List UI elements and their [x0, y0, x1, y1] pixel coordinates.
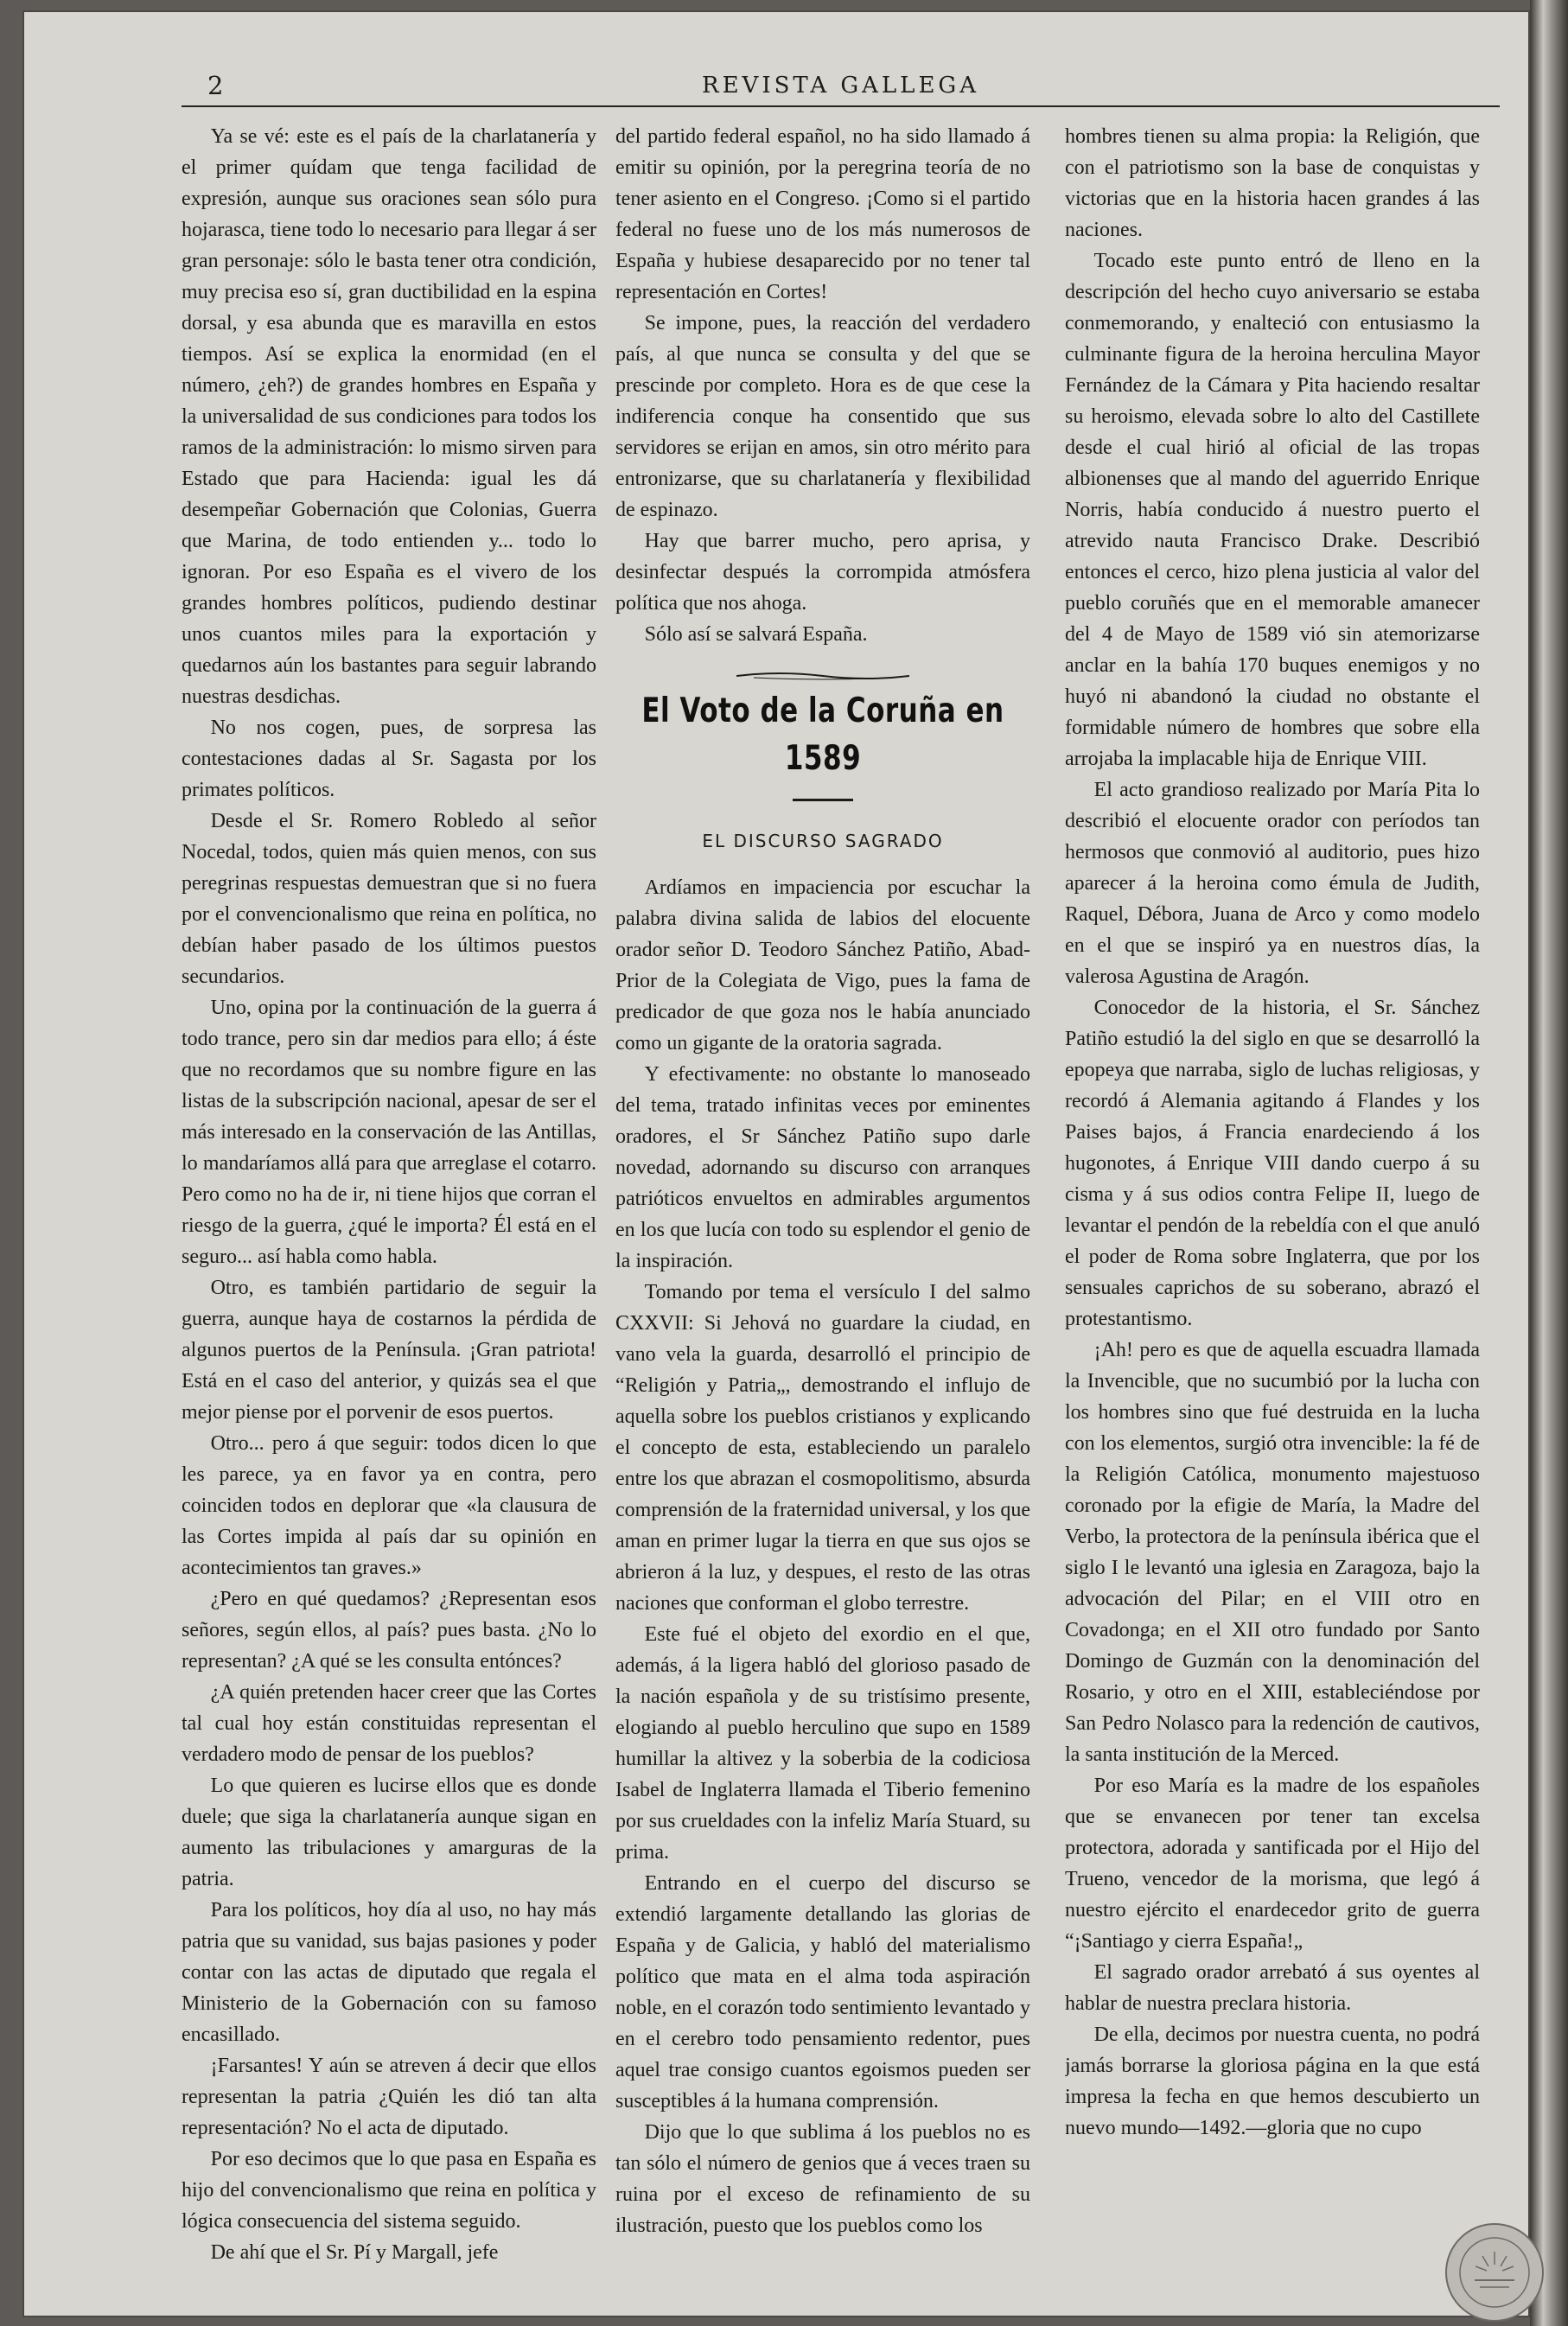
- paragraph: Se impone, pues, la reacción del verdadero país, al que nunca se consulta y del que se prescinde por completo. Hora es de que cese la indiferencia conque ha consentido que sus servidores se erijan en amos, sin otro mérito para entronizarse, que su charlatanería y flexibilidad de espinazo.: [615, 312, 1030, 521]
- paragraph: hombres tienen su alma propia: la Religión, que con el patriotismo son la base de conquistas y victorias que en la historia hacen grandes á las naciones.: [1065, 125, 1480, 241]
- paragraph: De ahí que el Sr. Pí y Margall, jefe: [210, 2241, 499, 2264]
- paragraph: Entrando en el cuerpo del discurso se extendió largamente detallando las glorias de España y de Galicia, y habló del materialismo político que mata en el alma toda aspiración noble, en el corazón todo sentimiento levantado y en el cerebro todo pensamiento redentor, pues aquel trae consigo cuantos egoismos pueden ser susceptibles á la humana comprensión.: [615, 1872, 1030, 2113]
- paragraph: ¡Farsantes! Y aún se atreven á decir que ellos representan la patria ¿Quién les dió tan alta representación? No el acta de diputado.: [182, 2055, 596, 2139]
- paragraph: Conocedor de la historia, el Sr. Sánchez Patiño estudió la del siglo en que se desarrolló la epopeya que narraba, siglo de luchas religiosas, y recordó á Alemania agitando á Flandes y los Paises bajos, á Francia enardeciendo á los hugonotes, á Enrique VIII dando cuerpo á su cisma y á sus odios contra Felipe II, luego de levantar el pendón de la rebeldía con el que anuló el poder de Roma sobre Inglaterra, que por los sensuales caprichos de su soberano, abrazó el protestantismo.: [1065, 997, 1480, 1330]
- paragraph: Tomando por tema el versículo I del salmo CXXVII: Si Jehová no guardare la ciudad, en vano vela la guarda, desarrolló el principio de “Religión y Patria„, demostrando el influjo de aquella sobre los pueblos cristianos y explicando el concepto de esta, estableciendo un paralelo entre los que abrazan el cosmopolitismo, absurda comprensión de la fraternidad universal, y los que aman en primer lugar la tierra en que sus ojos se abrieron á la luz, y despues, el resto de las otras naciones que conforman el globo terrestre.: [615, 1281, 1030, 1615]
- paragraph: Por eso María es la madre de los españoles que se envanecen por tener tan excelsa protectora, adorada y santificada por el Hijo del Trueno, vencedor de la morisma, que legó á nuestro ejército el enardecedor grito de guerra “¡Santiago y cierra España!„: [1065, 1775, 1480, 1953]
- paragraph: Tocado este punto entró de lleno en la descripción del hecho cuyo aniversario se estaba conmemorando, y enalteció con entusiasmo la culminante figura de la heroina herculina Mayor Fernández de la Cámara y Pita haciendo resaltar su heroismo, elevada sobre lo alto del Castillete desde el cual hirió al oficial de las tropas albionenses que al mando del aguerrido Enrique Norris, había conducido á nuestro puerto el atrevido nauta Francisco Drake. Describió entonces el cerco, hizo plena justicia al valor del pueblo coruñés que en el memorable amanecer del 4 de Mayo de 1589 vió sin atemorizarse anclar en la bahía 170 buques enemigos y no huyó ni abandonó la ciudad no obstante el formidable número de hombres que sobre ella arrojaba la implacable hija de Enrique VIII.: [1065, 250, 1480, 770]
- title-rule: [793, 799, 853, 801]
- paragraph: Desde el Sr. Romero Robledo al señor Nocedal, todos, quien más quien menos, con sus peregrinas respuestas demuestran que si no fuera por el convencionalismo que reina en política, no debían haber pasado de los últimos puestos secundarios.: [182, 810, 596, 988]
- section-heading: EL DISCURSO SAGRADO: [702, 831, 944, 851]
- journal-title: REVISTA GALLEGA: [702, 73, 979, 99]
- paragraph: Dijo que lo que sublima á los pueblos no es tan sólo el número de genios que á veces traen su ruina por el exceso de refinamiento de su ilustración, puesto que los pueblos como los: [615, 2121, 1030, 2237]
- paragraph: del partido federal español, no ha sido llamado á emitir su opinión, por la peregrina teoría de no tener asiento en el Congreso. ¡Como si el partido federal no fuese uno de los más numerosos de España y hubiese desaparecido por no tener tal representación en Cortes!: [615, 125, 1030, 303]
- paragraph: Ardíamos en impaciencia por escuchar la palabra divina salida de labios del elocuente orador señor D. Teodoro Sánchez Patiño, Abad-Prior de la Colegiata de Vigo, pues la fama de predicador de que goza nos le había anunciado como un gigante de la oratoria sagrada.: [615, 876, 1030, 1055]
- ornamental-divider: [736, 671, 909, 681]
- paragraph: Lo que quieren es lucirse ellos que es donde duele; que siga la charlatanería aunque sigan en aumento las tribulaciones y amarguras de la patria.: [182, 1775, 596, 1890]
- paragraph: Uno, opina por la continuación de la guerra á todo trance, pero sin dar medios para ello; á éste que no recordamos que su nombre figure en las listas de la subscripción nacional, apesar de ser el más interesado en la conservación de las Antillas, lo mandaríamos allá para que arreglase el cotarro. Pero como no ha de ir, ni tiene hijos que corran el riesgo de la guerra, ¿qué le importa? Él está en el seguro... así habla como habla.: [182, 997, 596, 1268]
- academy-seal-stamp: [1444, 2221, 1546, 2323]
- column-3: [1065, 121, 1480, 2273]
- paragraph: ¡Ah! pero es que de aquella escuadra llamada la Invencible, que no sucumbió por la lucha con los hombres sino que fué destruida en la lucha con los elementos, surgió otra invencible: la fé de la Religión Católica, monumento majestuoso coronado por la efigie de María, la Madre del Verbo, la protectora de la península ibérica que el siglo I le levantó una iglesia en Zaragoza, bajo la advocación del Pilar; en el VIII otro en Covadonga; en el XII otro fundado por Santo Domingo de Guzmán con la denominación del Rosario, y otro en el XIII, estableciéndose por San Pedro Nolasco para la redención de cautivos, la santa institución de la Merced.: [1065, 1339, 1480, 1766]
- column-2: [615, 121, 1030, 2273]
- paragraph: Hay que barrer mucho, pero aprisa, y desinfectar después la corrompida atmósfera política que nos ahoga.: [615, 530, 1030, 615]
- article-title: El Voto de la Coruña en 1589: [641, 691, 1004, 778]
- paragraph: Para los políticos, hoy día al uso, no hay más patria que su vanidad, sus bajas pasiones y poder contar con las actas de diputado que regala el Ministerio de la Gobernación con su famoso encasillado.: [182, 1899, 596, 2046]
- paragraph: ¿Pero en qué quedamos? ¿Representan esos señores, según ellos, al país? pues basta. ¿No lo representan? ¿A qué se les consulta entónces?: [182, 1588, 596, 1673]
- paragraph: Este fué el objeto del exordio en el que, además, á la ligera habló del glorioso pasado de la nación española y de su tristísimo presente, elogiando al pueblo herculino que supo en 1589 humillar la altivez y la soberbia de la codiciosa Isabel de Inglaterra llamada el Tiberio femenino por sus crueldades con la infeliz María Stuard, su prima.: [615, 1623, 1030, 1864]
- paragraph: Ya se vé: este es el país de la charlatanería y el primer quídam que tenga facilidad de expresión, aunque sus oraciones sean sólo pura hojarasca, tiene todo lo necesario para llegar á ser gran personaje: sólo le basta tener otra condición, muy precisa eso sí, gran ductibilidad en la espina dorsal, y esa abunda que es maravilla en estos tiempos. Así se explica la enormidad (en el número, ¿eh?) de grandes hombres en España y la universalidad de sus condiciones para todos los ramos de la administración: lo mismo sirven para Estado que para Hacienda: igual les dá desempeñar Gobernación que Colonias, Guerra que Marina, de todo entienden y... todo lo ignoran. Por eso España es el vivero de los grandes hombres políticos, pudiendo destinar unos cuantos miles para la exportación y quedarnos aún los bastantes para seguir labrando nuestras desdichas.: [182, 125, 596, 708]
- page-header: [182, 71, 1500, 107]
- paragraph: Y efectivamente: no obstante lo manoseado del tema, tratado infinitas veces por eminentes oradores, el Sr Sánchez Patiño supo darle novedad, adornando su discurso con arranques patrióticos envueltos en admirables argumentos en los que lucía con todo su esplendor el genio de la inspiración.: [615, 1063, 1030, 1272]
- paragraph: Sólo así se salvará España.: [644, 623, 868, 646]
- column-1: [182, 121, 596, 2273]
- page-edge: [1530, 0, 1568, 2326]
- paragraph: Otro, es también partidario de seguir la guerra, aunque haya de costarnos la pérdida de algunos puertos de la Península. ¡Gran patriota! Está en el caso del anterior, y quizás sea el que mejor piense por el porvenir de esos puertos.: [182, 1277, 596, 1424]
- paragraph: El acto grandioso realizado por María Pita lo describió el elocuente orador con períodos tan hermosos que conmovió al auditorio, pues hizo aparecer á la heroina como émula de Judith, Raquel, Débora, Juana de Arco y como modelo en el que se inspiró ya en nuestros días, la valerosa Agustina de Aragón.: [1065, 779, 1480, 988]
- paragraph: No nos cogen, pues, de sorpresa las contestaciones dadas al Sr. Sagasta por los primates políticos.: [182, 717, 596, 801]
- paragraph: De ella, decimos por nuestra cuenta, no podrá jamás borrarse la gloriosa página en la que está impresa la fecha en que hemos descubierto un nuevo mundo—1492.—gloria que no cupo: [1065, 2023, 1480, 2139]
- paragraph: ¿A quién pretenden hacer creer que las Cortes tal cual hoy están constituidas representan el verdadero modo de pensar de los pueblos?: [182, 1681, 596, 1766]
- paragraph: El sagrado orador arrebató á sus oyentes al hablar de nuestra preclara historia.: [1065, 1961, 1480, 2015]
- paragraph: Por eso decimos que lo que pasa en España es hijo del convencionalismo que reina en política y lógica consecuencia del sistema seguido.: [182, 2148, 596, 2233]
- page-number: 2: [207, 71, 224, 100]
- paragraph: Otro... pero á que seguir: todos dicen lo que les parece, ya en favor ya en contra, pero coinciden todos en deplorar que «la clausura de las Cortes impida al país dar su opinión en acontecimientos tan graves.»: [182, 1432, 596, 1579]
